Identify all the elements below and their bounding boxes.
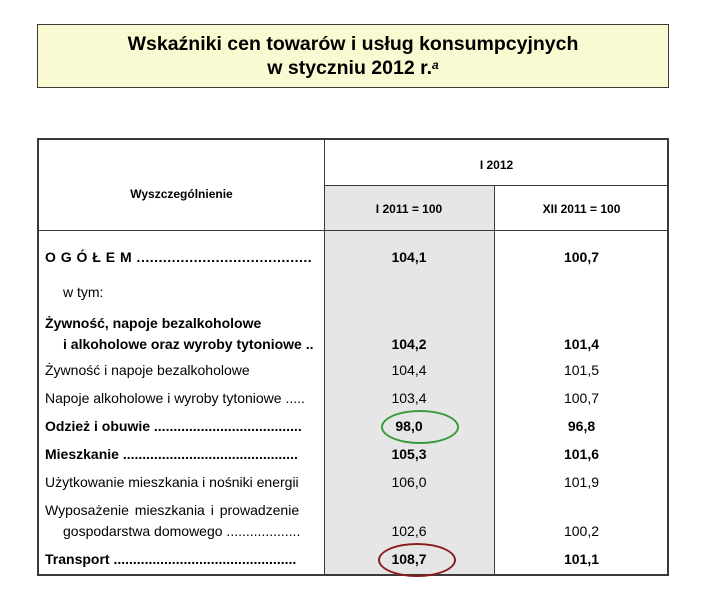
- row-food-v2: 101,5: [563, 362, 600, 378]
- title-box: [37, 24, 669, 88]
- row-food-alc-label-2: i alkoholowe oraz wyroby tytoniowe ..: [63, 336, 314, 352]
- row-transport-v2: 101,1: [563, 551, 600, 567]
- row-furnishing-v1: 102,6: [391, 523, 427, 539]
- row-ogolem-v2: 100,7: [563, 249, 600, 265]
- shaded-column: [324, 185, 494, 574]
- row-alcohol-label: Napoje alkoholowe i wyroby tytoniowe .....: [45, 390, 305, 406]
- header-wyszczegolnienie: Wyszczególnienie: [130, 187, 233, 201]
- footnote-mark: a: [432, 58, 439, 72]
- row-food-label: Żywność i napoje bezalkoholowe: [45, 362, 250, 378]
- row-food-alc-label-1: Żywność, napoje bezalkoholowe: [45, 315, 262, 331]
- header-col-yoy: I 2011 = 100: [375, 202, 443, 216]
- highlight-ring-green: [381, 410, 459, 444]
- title-line-1: Wskaźniki cen towarów i usług konsumpcyjnych: [127, 33, 579, 55]
- header-period: I 2012: [479, 158, 514, 172]
- row-food-alc-v1: 104,2: [391, 336, 427, 352]
- row-housing-use-v1: 106,0: [391, 474, 427, 490]
- row-clothing-v2: 96,8: [567, 418, 596, 434]
- row-housing-label: Mieszkanie .............................................: [45, 446, 298, 462]
- row-alcohol-v2: 100,7: [563, 390, 600, 406]
- row-alcohol-v1: 103,4: [391, 390, 427, 406]
- row-furnishing-label-2: gospodarstwa domowego ...................: [63, 523, 301, 539]
- header-col-mom: XII 2011 = 100: [542, 202, 621, 216]
- row-transport-label: Transport ...............................................: [45, 551, 297, 567]
- highlight-ring-red: [378, 543, 456, 577]
- row-housing-use-label: Użytkowanie mieszkania i nośniki energii: [45, 474, 299, 490]
- row-food-v1: 104,4: [391, 362, 427, 378]
- price-index-table: [37, 138, 669, 576]
- row-food-alc-v2: 101,4: [563, 336, 600, 352]
- row-housing-v2: 101,6: [563, 446, 600, 462]
- row-furnishing-v2: 100,2: [563, 523, 600, 539]
- row-furnishing-label-1: Wyposażenie mieszkania i prowadzenie: [45, 502, 300, 518]
- row-clothing-label: Odzież i obuwie ......................................: [45, 418, 302, 434]
- row-housing-use-v2: 101,9: [563, 474, 600, 490]
- title-line-2: w styczniu 2012 r.$^a$: [267, 57, 439, 79]
- row-ogolem-v1: 104,1: [391, 249, 427, 265]
- row-transport-v1: 108,7: [391, 551, 427, 567]
- row-housing-v1: 105,3: [391, 446, 427, 462]
- row-clothing-v1: 98,0: [395, 418, 423, 434]
- row-w-tym-label: w tym:: [63, 284, 104, 300]
- row-ogolem-label: O G Ó Ł E M ........................................: [45, 249, 313, 265]
